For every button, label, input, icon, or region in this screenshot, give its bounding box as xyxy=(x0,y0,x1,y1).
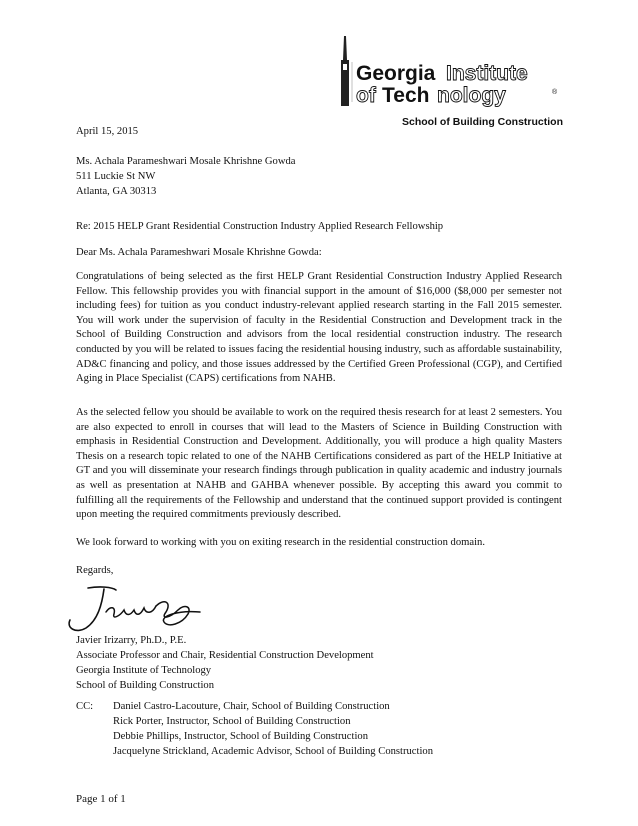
body-paragraph-2: As the selected fellow you should be available to work on the required thesis research for at least 2 semesters. You are also expected to enroll in courses that will lead to the Masters of Science in Building Construction with emphasis in Residential Construction and Development. Additionally, you will produce a high quality Masters Thesis on a research topic related to one of the NAHB Certifications considered as part of the HELP Initiative at GT and you will disseminate your research findings through publication in quality academic and industry journals as well as presentation at NAHB and GAHBA whenever possible. By accepting this award you commit to fulfilling all the requirements of the Fellowship and understand that the continued support provided is contingent upon meeting the required commitments previously described. xyxy=(76,407,562,521)
registered-mark: ® xyxy=(552,89,558,96)
page-number: Page 1 of 1 xyxy=(76,793,126,805)
logo-of: of xyxy=(356,84,376,107)
letter-date: April 15, 2015 xyxy=(76,126,139,137)
recipient-street: 511 Luckie St NW xyxy=(76,171,156,182)
cc-recipient: Daniel Castro-Lacouture, Chair, School of Building Construction xyxy=(113,701,390,712)
body-paragraph-3: We look forward to working with you on exiting research in the residential construction domain. xyxy=(76,537,485,548)
closing: Regards, xyxy=(76,565,114,576)
logo-tech: Tech xyxy=(382,84,430,107)
cc-label: CC: xyxy=(76,701,94,712)
signer-title: Associate Professor and Chair, Residential Construction Development xyxy=(76,650,374,661)
tech-tower-icon xyxy=(338,36,568,108)
logo-georgia: Georgia xyxy=(356,62,436,85)
salutation: Dear Ms. Achala Parameshwari Mosale Khrishne Gowda: xyxy=(76,247,322,258)
cc-recipient: Jacquelyne Strickland, Academic Advisor, School of Building Construction xyxy=(113,746,433,757)
signer-school: School of Building Construction xyxy=(76,680,215,691)
signature-icon xyxy=(60,584,220,636)
recipient-name: Ms. Achala Parameshwari Mosale Khrishne Gowda xyxy=(76,156,296,167)
cc-recipient: Rick Porter, Instructor, School of Building Construction xyxy=(113,716,351,727)
recipient-city: Atlanta, GA 30313 xyxy=(76,186,157,197)
re-line: Re: 2015 HELP Grant Residential Construction Industry Applied Research Fellowship xyxy=(76,221,444,232)
logo-institute: Institute xyxy=(446,62,528,85)
signer-institution: Georgia Institute of Technology xyxy=(76,665,212,676)
georgia-tech-logo xyxy=(338,36,568,108)
cc-recipient: Debbie Phillips, Instructor, School of Building Construction xyxy=(113,731,368,742)
department-heading: School of Building Construction xyxy=(402,116,563,128)
body-paragraph-1: Congratulations of being selected as the first HELP Grant Residential Construction Industry Applied Research Fellow. This fellowship provides you with financial support in the amount of $16,000 ($8,000 per semester not including fees) for tuition as you conduct industry-relevant applied research starting in the Fall 2015 semester. You will work under the supervision of faculty in the Residential Construction and Development track in the School of Building Construction and advisors from the local residential construction industry. The research conducted by you will be related to issues facing the residential housing industry, such as affordable sustainability, AD&C financing and policy, and those issues addressed by the Certified Green Professional (CGP), and Certified Aging in Place Specialist (CAPS) certifications from NAHB. xyxy=(76,271,562,385)
logo-nology: nology xyxy=(437,84,506,107)
signer-name: Javier Irizarry, Ph.D., P.E. xyxy=(76,635,187,646)
